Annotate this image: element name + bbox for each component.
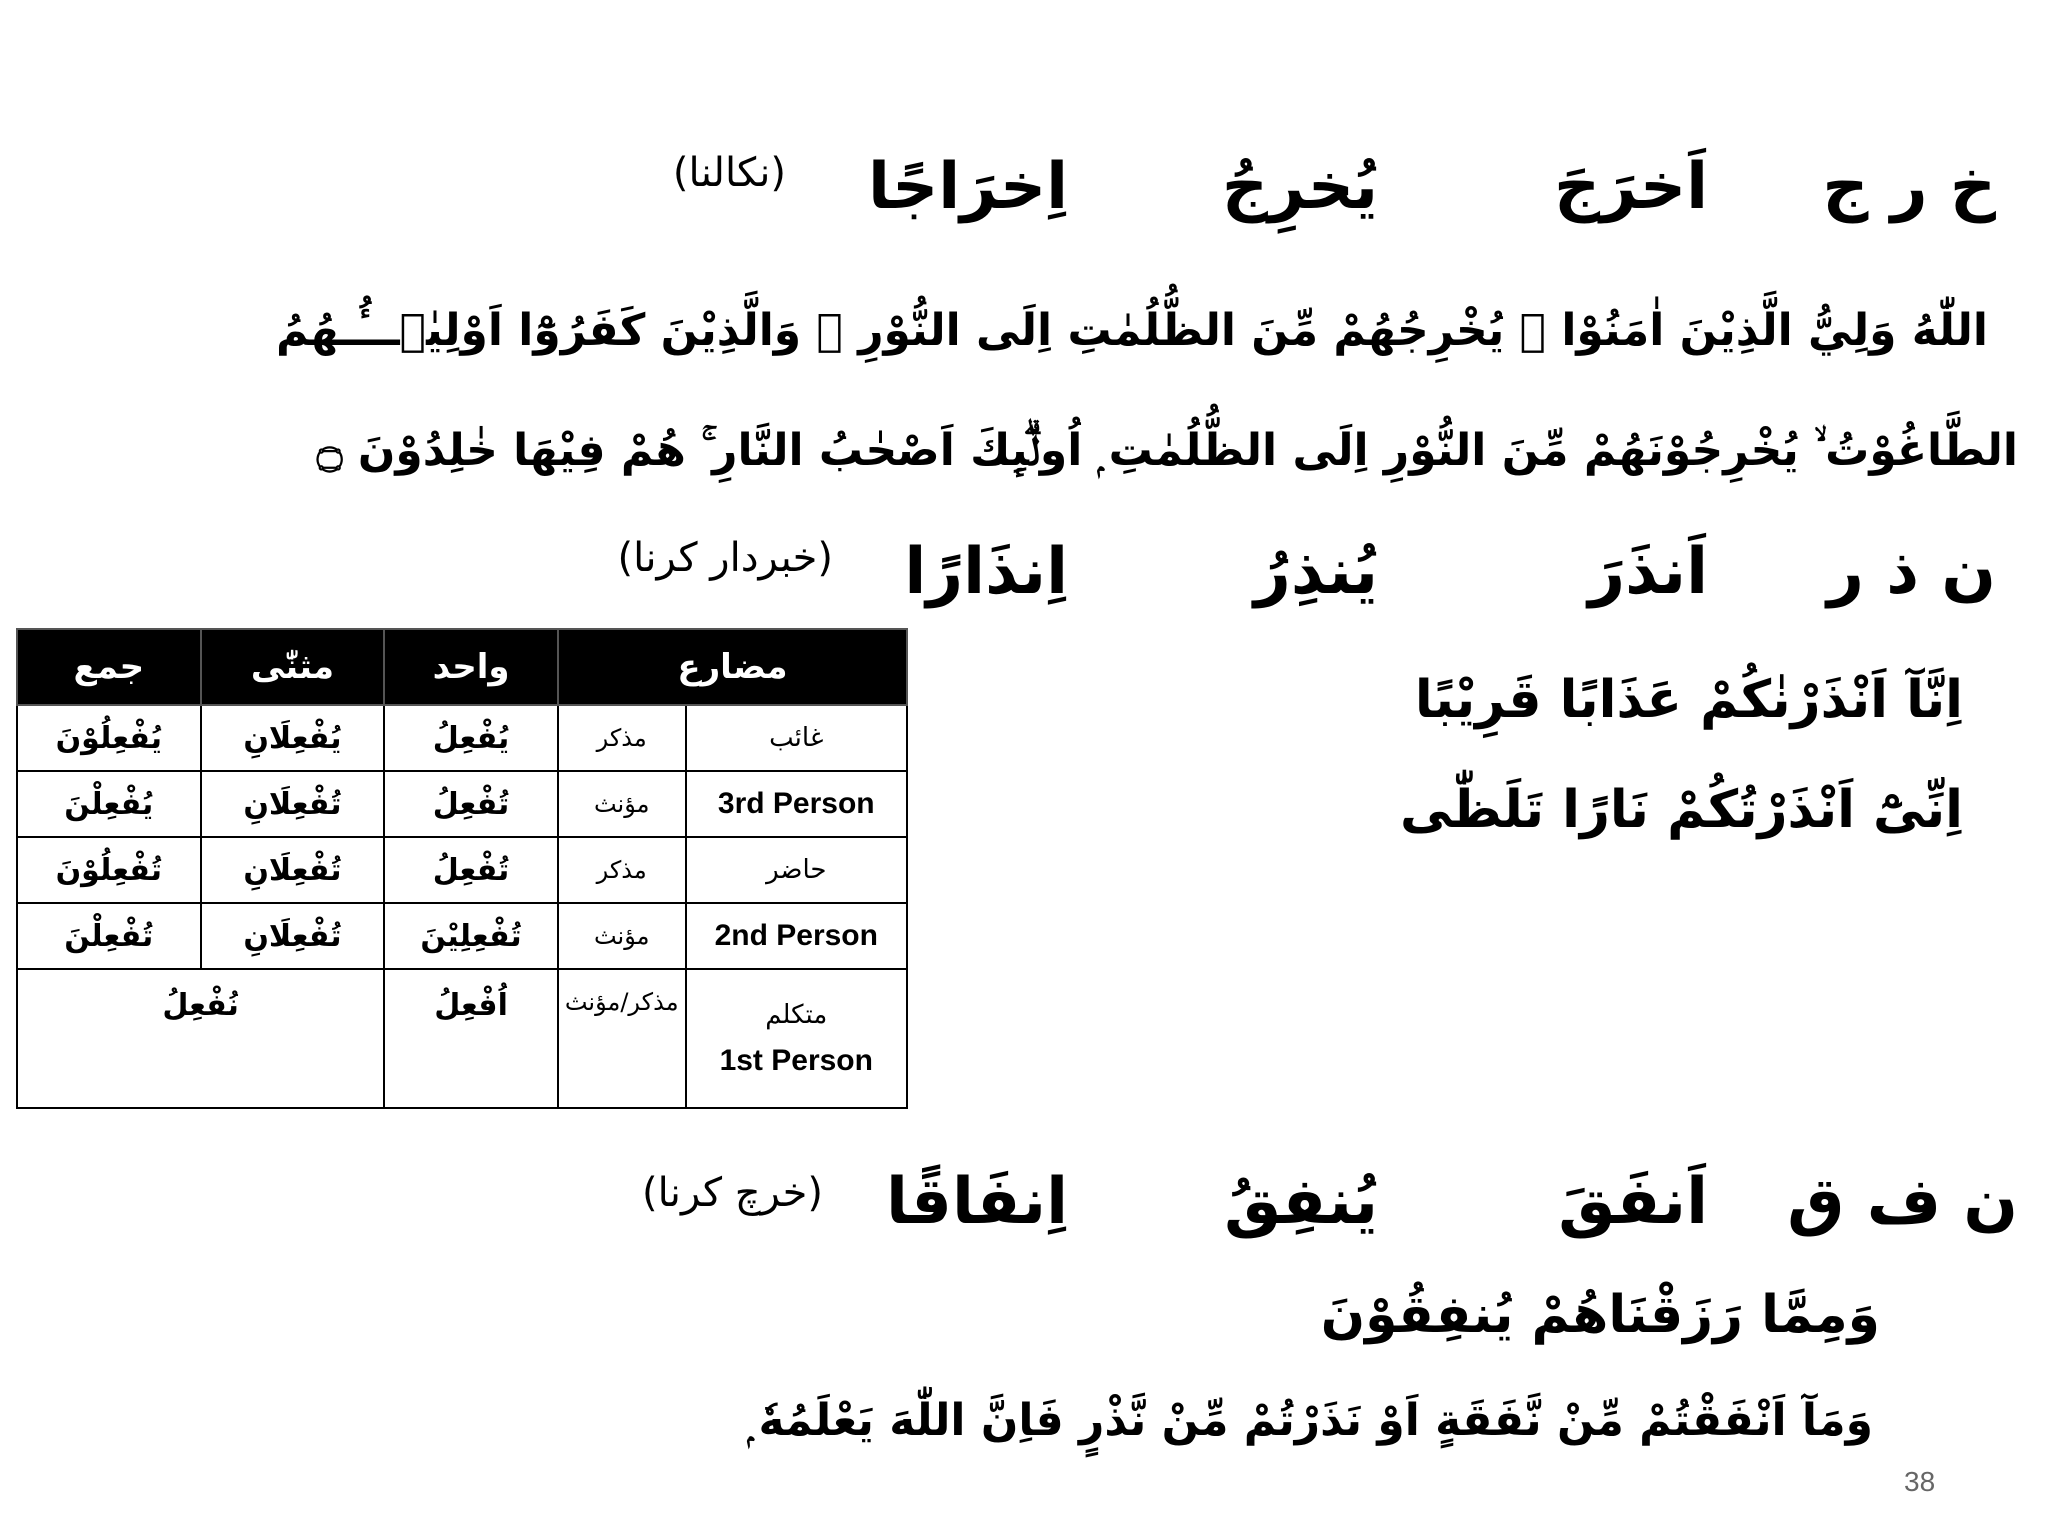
verb-masdar-infaq: اِنفَاقًا (886, 1165, 1068, 1239)
cell-muthanna: يُفْعِلَانِ (201, 705, 385, 771)
cell-muthanna: تُفْعِلَانِ (201, 903, 385, 969)
cell-gender: مؤنث (558, 903, 686, 969)
cell-person (686, 969, 907, 1108)
verse-andharnakum: اِنَّآ اَنْذَرْنٰكُمْ عَذَابًا قَرِيْبًا (1414, 670, 1963, 730)
cell-gender: مؤنث (558, 771, 686, 837)
cell-wahid: تُفْعِلُ (384, 837, 558, 903)
person-label-arabic: متکلم (765, 999, 828, 1030)
verb-present-yundhiru: يُنذِرُ (1254, 535, 1378, 609)
cell-wahid: يُفْعِلُ (384, 705, 558, 771)
table-row (17, 903, 907, 969)
cell-wahid: تُفْعِلِيْنَ (384, 903, 558, 969)
verb-present-yukhriju: يُخرِجُ (1221, 150, 1378, 224)
meaning-urdu-kharch-karna: (خرچ کرنا) (642, 1170, 823, 1216)
cell-jama: تُفْعِلُوْنَ (17, 837, 201, 903)
verse-2-257-line2: الطَّاغُوْتُ ۙ يُخْرِجُوْنَهُمْ مِّنَ النُّوْرِ اِلَى الظُّلُمٰتِ ۭ اُولٰۗىِٕكَ اَصْحٰبُ النَّارِ ۚ ھُمْ فِيْهَا خٰلِدُوْنَ ۝ (316, 425, 2018, 476)
header-muthanna: مثنّٰی (201, 629, 385, 705)
verb-past-akhraja: اَخرَجَ (1554, 150, 1708, 224)
verb-past-andhara: اَنذَرَ (1588, 535, 1708, 609)
table-row (17, 837, 907, 903)
root-letters-kh-r-j: خ ر ج (1822, 150, 1996, 224)
header-jama: جمع (17, 629, 201, 705)
cell-jama: تُفْعِلْنَ (17, 903, 201, 969)
cell-muthanna: تُفْعِلَانِ (201, 837, 385, 903)
verse-andhartukum: اِنِّىْٓ اَنْذَرْتُكُمْ نَارًا تَلَظّٰى (1400, 780, 1963, 840)
root-letters-n-dh-r: ن ذ ر (1827, 535, 1996, 609)
cell-wahid: تُفْعِلُ (384, 771, 558, 837)
meaning-urdu-nikalna: (نکالنا) (672, 150, 786, 196)
cell-person: غائب (686, 705, 907, 771)
cell-person: 3rd Person (686, 771, 907, 837)
cell-gender: مذکر/مؤنث (558, 969, 686, 1108)
page-number: 38 (1904, 1466, 1936, 1497)
verb-present-yunfiqu: يُنفِقُ (1224, 1165, 1378, 1239)
header-mudari: مضارع (558, 629, 907, 705)
table-row (17, 705, 907, 771)
cell-muthanna: تُفْعِلَانِ (201, 771, 385, 837)
cell-gender: مذکر (558, 705, 686, 771)
cell-wahid: اُفْعِلُ (384, 969, 558, 1108)
mudari-conjugation-table (16, 628, 908, 1109)
meaning-urdu-khabardar-karna: (خبردار کرنا) (617, 535, 833, 581)
cell-plural: نُفْعِلُ (17, 969, 384, 1108)
verse-2-257-line1: اللّٰهُ وَلِيُّ الَّذِيْنَ اٰمَنُوْا ۙ يُخْرِجُهُمْ مِّنَ الظُّلُمٰتِ اِلَى النُّوْرِ ۗ وَالَّذِيْنَ كَفَرُوْٓا اَوْلِيٰۗـــُٔـھُمُ (275, 305, 1988, 356)
verb-masdar-indhar: اِنذَارًا (904, 535, 1068, 609)
cell-person: 2nd Person (686, 903, 907, 969)
verb-masdar-ikhraj: اِخرَاجًا (868, 150, 1068, 224)
cell-gender: مذکر (558, 837, 686, 903)
cell-jama: يُفْعِلُوْنَ (17, 705, 201, 771)
table-row-first-person (17, 969, 907, 1108)
cell-person: حاضر (686, 837, 907, 903)
cell-jama: يُفْعِلْنَ (17, 771, 201, 837)
verse-mimma-razaqnahum: وَمِمَّا رَزَقْنَاهُمْ يُنفِقُوْنَ (1320, 1285, 1880, 1345)
verb-past-anfaqa: اَنفَقَ (1558, 1165, 1708, 1239)
verse-wama-anfaqtum: وَمَآ اَنْفَقْتُمْ مِّنْ نَّفَقَةٍ اَوْ نَذَرْتُمْ مِّنْ نَّذْرٍ فَاِنَّ اللّٰهَ يَعْلَمُهٗ ۭ (747, 1395, 1873, 1446)
header-wahid: واحد (384, 629, 558, 705)
root-letters-n-f-q: ن ف ق (1787, 1165, 2018, 1239)
person-label-english: 1st Person (719, 1043, 873, 1077)
table-header-row (17, 629, 907, 705)
table-row (17, 771, 907, 837)
